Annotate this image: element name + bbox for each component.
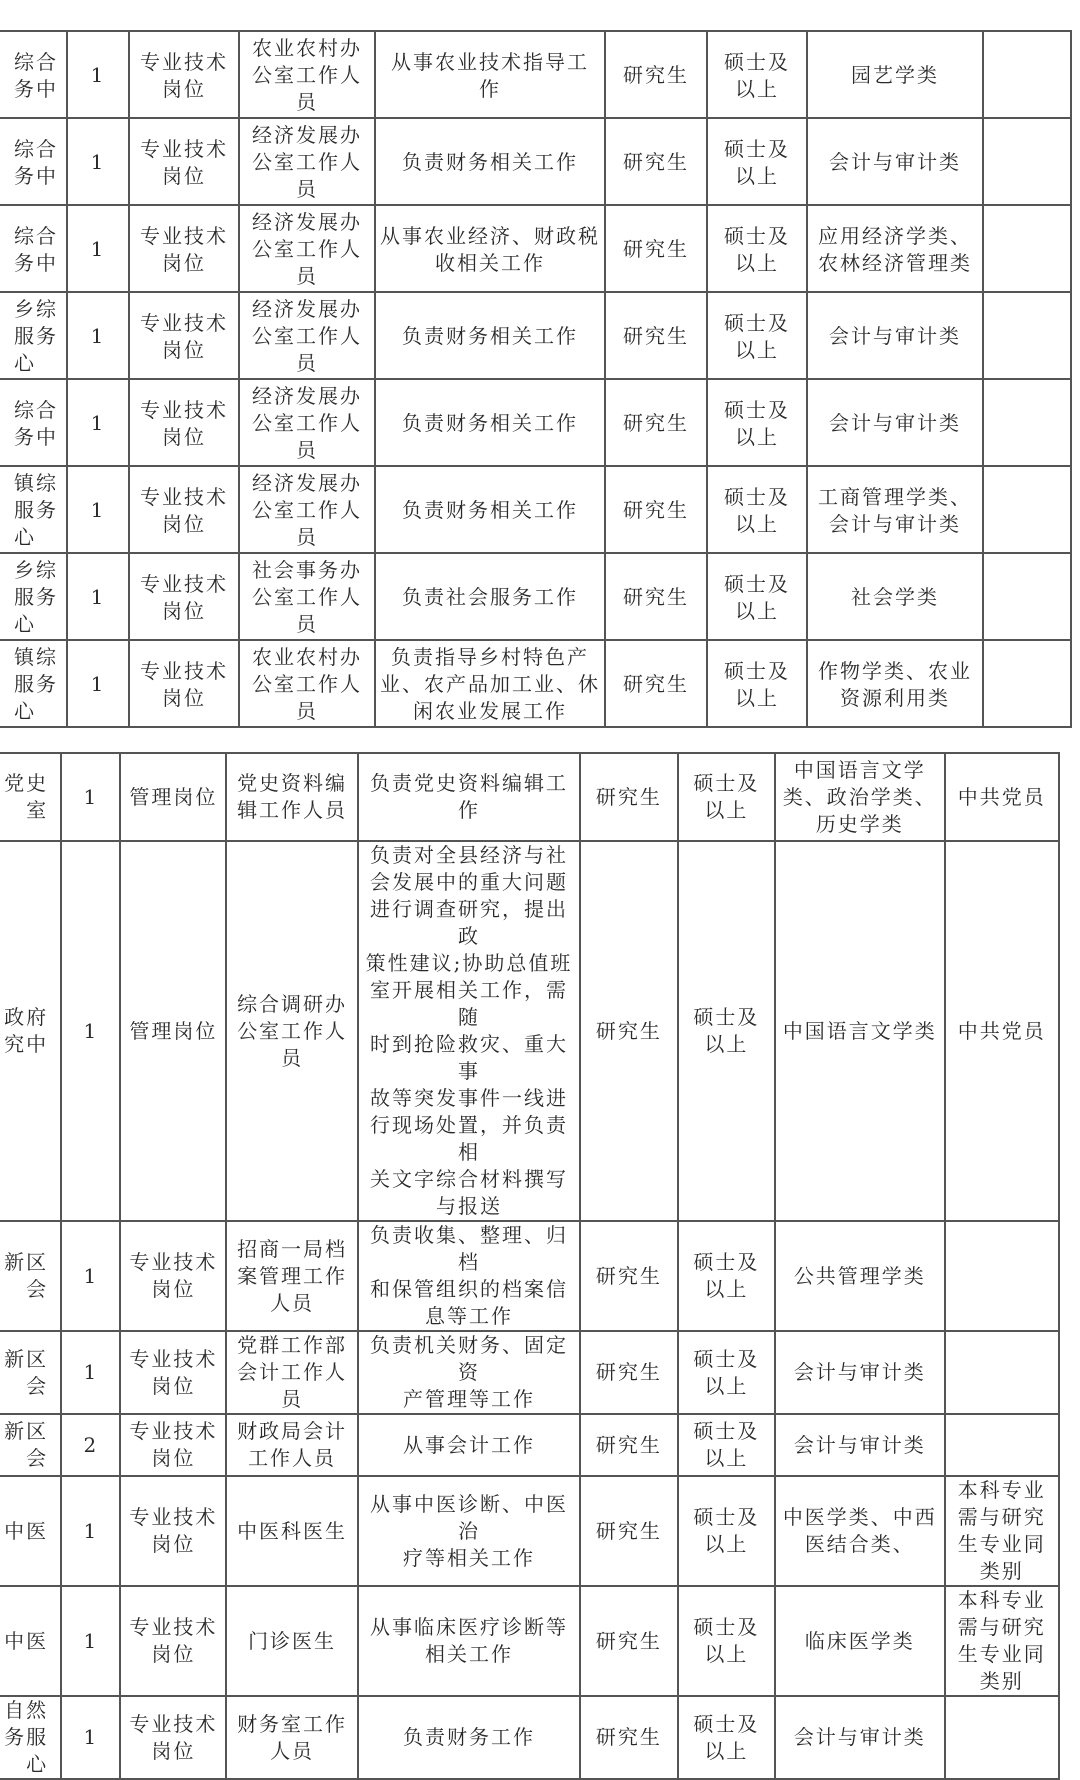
cell-education: 研究生	[580, 1331, 677, 1414]
cell-duty: 从事农业技术指导工 作	[375, 31, 605, 118]
cell-post-type: 专业技术 岗位	[129, 379, 239, 466]
recruitment-table-bottom	[0, 752, 1060, 1780]
cell-count: 1	[67, 640, 129, 727]
cell-major: 工商管理学类、 会计与审计类	[807, 466, 983, 553]
cell-count: 1	[61, 841, 120, 1221]
cell-degree: 硕士及 以上	[707, 553, 807, 640]
cell-post-name: 招商一局档 案管理工作 人员	[226, 1221, 357, 1331]
cell-other	[945, 1696, 1059, 1779]
cell-post-name: 门诊医生	[226, 1586, 357, 1696]
cell-post-name: 经济发展办 公室工作人 员	[239, 292, 375, 379]
cell-post-name: 经济发展办 公室工作人 员	[239, 118, 375, 205]
cell-major: 会计与审计类	[807, 292, 983, 379]
cell-duty: 负责财务相关工作	[375, 466, 605, 553]
cell-post-name: 党群工作部 会计工作人 员	[226, 1331, 357, 1414]
cell-duty: 负责党史资料编辑工 作	[358, 753, 580, 841]
cell-education: 研究生	[605, 553, 707, 640]
cell-unit: 镇综 服务 心	[0, 466, 67, 553]
cell-duty: 负责财务工作	[358, 1696, 580, 1779]
cell-duty: 负责社会服务工作	[375, 553, 605, 640]
cell-major: 会计与审计类	[807, 379, 983, 466]
cell-unit: 乡综 服务 心	[0, 292, 67, 379]
cell-post-type: 专业技术 岗位	[120, 1476, 226, 1586]
table-row	[0, 1414, 1059, 1476]
cell-major: 中国语言文学类	[775, 841, 944, 1221]
table-row	[0, 753, 1059, 841]
cell-count: 1	[61, 1586, 120, 1696]
cell-unit: 中医	[0, 1476, 61, 1586]
cell-unit: 新区 会	[0, 1414, 61, 1476]
cell-count: 1	[61, 1476, 120, 1586]
cell-post-type: 专业技术 岗位	[129, 466, 239, 553]
cell-education: 研究生	[605, 118, 707, 205]
cell-blank	[983, 31, 1071, 118]
cell-count: 1	[67, 292, 129, 379]
cell-education: 研究生	[580, 841, 677, 1221]
table-row	[0, 841, 1059, 1221]
cell-unit: 综合 务中	[0, 379, 67, 466]
cell-other: 中共党员	[945, 841, 1059, 1221]
cell-education: 研究生	[605, 640, 707, 727]
cell-education: 研究生	[580, 1476, 677, 1586]
cell-duty: 从事临床医疗诊断等 相关工作	[358, 1586, 580, 1696]
cell-degree: 硕士及 以上	[707, 640, 807, 727]
cell-education: 研究生	[580, 1221, 677, 1331]
cell-duty: 负责财务相关工作	[375, 379, 605, 466]
cell-count: 1	[61, 1696, 120, 1779]
table-row	[0, 1221, 1059, 1331]
cell-count: 1	[61, 753, 120, 841]
cell-count: 1	[67, 466, 129, 553]
cell-unit: 政府 究中	[0, 841, 61, 1221]
cell-major: 临床医学类	[775, 1586, 944, 1696]
cell-post-name: 党史资料编 辑工作人员	[226, 753, 357, 841]
cell-count: 1	[67, 205, 129, 292]
cell-count: 1	[67, 118, 129, 205]
cell-degree: 硕士及 以上	[707, 118, 807, 205]
cell-unit: 综合 务中	[0, 205, 67, 292]
cell-education: 研究生	[580, 753, 677, 841]
cell-duty: 从事会计工作	[358, 1414, 580, 1476]
table-row	[0, 379, 1071, 466]
cell-degree: 硕士及 以上	[707, 466, 807, 553]
cell-education: 研究生	[605, 205, 707, 292]
cell-post-type: 专业技术 岗位	[120, 1331, 226, 1414]
cell-other	[945, 1221, 1059, 1331]
cell-education: 研究生	[580, 1696, 677, 1779]
cell-other: 本科专业 需与研究 生专业同 类别	[945, 1586, 1059, 1696]
cell-degree: 硕士及 以上	[678, 1476, 775, 1586]
cell-degree: 硕士及 以上	[678, 1414, 775, 1476]
cell-major: 中国语言文学 类、政治学类、 历史学类	[775, 753, 944, 841]
cell-education: 研究生	[580, 1586, 677, 1696]
cell-post-type: 专业技术 岗位	[120, 1221, 226, 1331]
cell-major: 会计与审计类	[775, 1696, 944, 1779]
cell-education: 研究生	[605, 31, 707, 118]
table-row	[0, 205, 1071, 292]
cell-blank	[983, 118, 1071, 205]
cell-count: 1	[67, 31, 129, 118]
cell-count: 1	[67, 379, 129, 466]
cell-degree: 硕士及 以上	[678, 1696, 775, 1779]
cell-other	[945, 1331, 1059, 1414]
cell-education: 研究生	[605, 292, 707, 379]
cell-other: 中共党员	[945, 753, 1059, 841]
cell-post-type: 专业技术 岗位	[120, 1696, 226, 1779]
cell-post-name: 综合调研办 公室工作人 员	[226, 841, 357, 1221]
cell-unit: 综合 务中	[0, 118, 67, 205]
cell-unit: 新区 会	[0, 1221, 61, 1331]
cell-count: 2	[61, 1414, 120, 1476]
cell-post-type: 专业技术 岗位	[120, 1414, 226, 1476]
cell-major: 作物学类、农业 资源利用类	[807, 640, 983, 727]
page-gap	[0, 730, 1080, 750]
recruitment-table-bottom-sheet	[0, 752, 1060, 1776]
cell-post-type: 专业技术 岗位	[129, 292, 239, 379]
cell-degree: 硕士及 以上	[678, 1221, 775, 1331]
cell-unit: 中医	[0, 1586, 61, 1696]
cell-major: 中医学类、中西 医结合类、	[775, 1476, 944, 1586]
table-row	[0, 553, 1071, 640]
table-row	[0, 1696, 1059, 1779]
cell-post-name: 社会事务办 公室工作人 员	[239, 553, 375, 640]
cell-post-type: 专业技术 岗位	[129, 553, 239, 640]
cell-post-type: 专业技术 岗位	[129, 31, 239, 118]
cell-major: 公共管理学类	[775, 1221, 944, 1331]
cell-count: 1	[67, 553, 129, 640]
cell-post-name: 经济发展办 公室工作人 员	[239, 205, 375, 292]
table-row	[0, 118, 1071, 205]
cell-post-type: 专业技术 岗位	[129, 118, 239, 205]
table-row	[0, 1586, 1059, 1696]
cell-blank	[983, 640, 1071, 727]
table-row	[0, 31, 1071, 118]
cell-duty: 负责指导乡村特色产 业、农产品加工业、休 闲农业发展工作	[375, 640, 605, 727]
cell-duty: 从事农业经济、财政税 收相关工作	[375, 205, 605, 292]
table-row	[0, 292, 1071, 379]
cell-count: 1	[61, 1331, 120, 1414]
cell-major: 会计与审计类	[775, 1331, 944, 1414]
cell-post-type: 专业技术 岗位	[129, 640, 239, 727]
cell-degree: 硕士及 以上	[707, 292, 807, 379]
cell-degree: 硕士及 以上	[707, 379, 807, 466]
cell-duty: 负责收集、整理、归档 和保管组织的档案信 息等工作	[358, 1221, 580, 1331]
recruitment-table-top	[0, 30, 1072, 728]
cell-unit: 乡综 服务 心	[0, 553, 67, 640]
cell-post-name: 中医科医生	[226, 1476, 357, 1586]
cell-post-name: 农业农村办 公室工作人 员	[239, 640, 375, 727]
cell-blank	[983, 205, 1071, 292]
cell-post-name: 经济发展办 公室工作人 员	[239, 379, 375, 466]
cell-blank	[983, 379, 1071, 466]
cell-major: 会计与审计类	[775, 1414, 944, 1476]
cell-degree: 硕士及 以上	[678, 1586, 775, 1696]
cell-duty: 负责机关财务、固定资 产管理等工作	[358, 1331, 580, 1414]
cell-blank	[983, 292, 1071, 379]
cell-blank	[983, 466, 1071, 553]
cell-education: 研究生	[580, 1414, 677, 1476]
cell-post-name: 财政局会计 工作人员	[226, 1414, 357, 1476]
table-row	[0, 640, 1071, 727]
cell-duty: 负责财务相关工作	[375, 292, 605, 379]
cell-degree: 硕士及 以上	[707, 205, 807, 292]
cell-post-name: 经济发展办 公室工作人 员	[239, 466, 375, 553]
cell-degree: 硕士及 以上	[678, 1331, 775, 1414]
cell-education: 研究生	[605, 466, 707, 553]
cell-other: 本科专业 需与研究 生专业同 类别	[945, 1476, 1059, 1586]
table-row	[0, 466, 1071, 553]
recruitment-table-top-sheet	[0, 30, 1080, 732]
cell-unit: 自然 务服 心	[0, 1696, 61, 1779]
cell-unit: 综合 务中	[0, 31, 67, 118]
cell-post-type: 专业技术 岗位	[120, 1586, 226, 1696]
cell-post-type: 管理岗位	[120, 753, 226, 841]
cell-degree: 硕士及 以上	[678, 841, 775, 1221]
table-row	[0, 1331, 1059, 1414]
cell-degree: 硕士及 以上	[707, 31, 807, 118]
cell-education: 研究生	[605, 379, 707, 466]
cell-unit: 党史 室	[0, 753, 61, 841]
cell-post-type: 专业技术 岗位	[129, 205, 239, 292]
cell-major: 应用经济学类、 农林经济管理类	[807, 205, 983, 292]
cell-duty: 从事中医诊断、中医治 疗等相关工作	[358, 1476, 580, 1586]
cell-duty: 负责财务相关工作	[375, 118, 605, 205]
cell-major: 园艺学类	[807, 31, 983, 118]
cell-unit: 新区 会	[0, 1331, 61, 1414]
cell-post-name: 财务室工作 人员	[226, 1696, 357, 1779]
cell-major: 社会学类	[807, 553, 983, 640]
cell-blank	[983, 553, 1071, 640]
cell-post-name: 农业农村办 公室工作人 员	[239, 31, 375, 118]
cell-degree: 硕士及 以上	[678, 753, 775, 841]
cell-other	[945, 1414, 1059, 1476]
cell-duty: 负责对全县经济与社 会发展中的重大问题 进行调查研究，提出政 策性建议;协助总值班 室开展相关工作，需随 时到抢险救灾、重大事 故等突发事件一线进 行现场处置，并负责相 关文字综合材料撰写 与报送	[358, 841, 580, 1221]
cell-count: 1	[61, 1221, 120, 1331]
cell-unit: 镇综 服务 心	[0, 640, 67, 727]
cell-post-type: 管理岗位	[120, 841, 226, 1221]
table-row	[0, 1476, 1059, 1586]
cell-major: 会计与审计类	[807, 118, 983, 205]
